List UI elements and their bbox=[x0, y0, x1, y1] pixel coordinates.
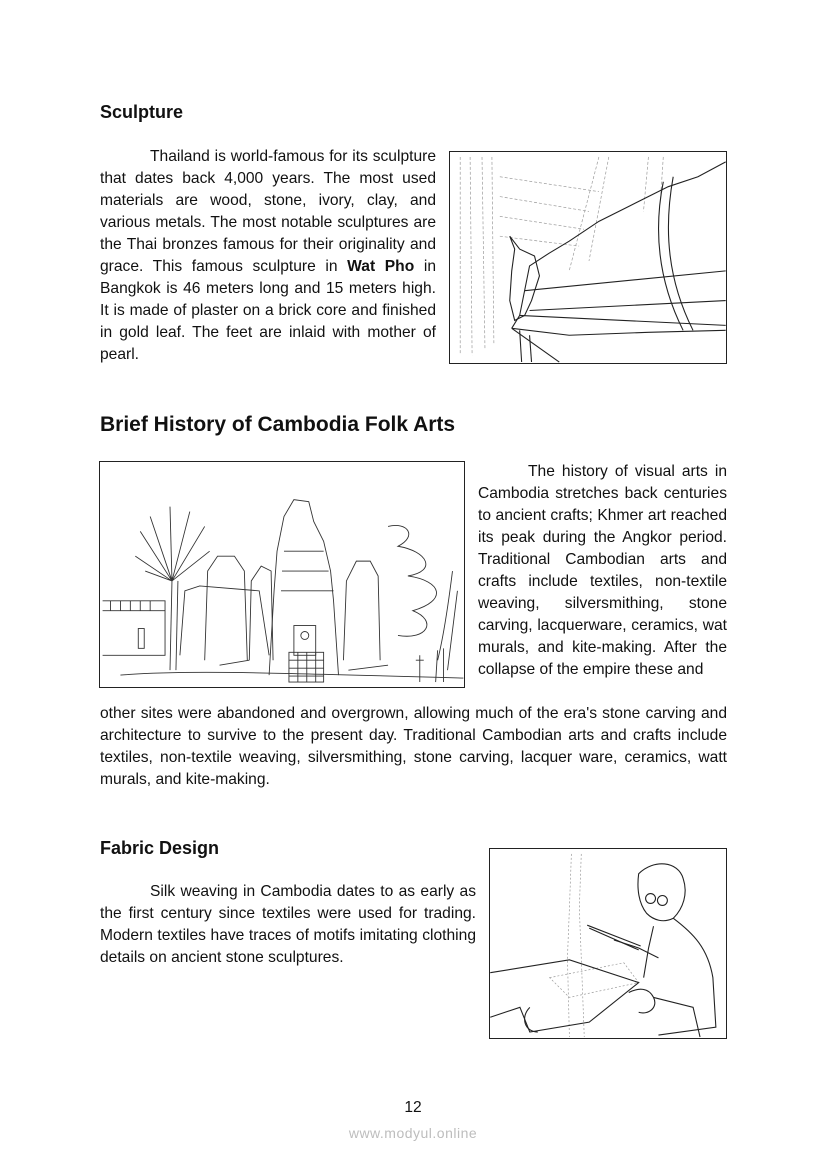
sculpture-text-part1: Thailand is world-famous for its sculpture that dates back 4,000 years. The most used materials are wood, stone, ivory, clay, and various metals. The most notable sculptures are the Thai bronzes famous for their originality and grace. This famous sculpture in bbox=[100, 148, 436, 275]
khmer-temple-figure bbox=[99, 461, 465, 688]
sculpture-heading: Sculpture bbox=[100, 102, 184, 122]
sculpture-text-part2: in Bangkok is 46 meters long and 15 meters high. It is made of plaster on a brick core and finished in gold leaf. The feet are inlaid with mother of pearl. bbox=[100, 258, 436, 363]
page-number: 12 bbox=[404, 1099, 422, 1116]
reclining-buddha-figure bbox=[449, 151, 727, 364]
fabric-heading: Fabric Design bbox=[100, 838, 220, 858]
silk-weaver-figure bbox=[489, 848, 727, 1039]
silk-weaver-drawing bbox=[490, 849, 726, 1038]
sculpture-paragraph bbox=[100, 146, 436, 366]
watermark: www.modyul.online bbox=[348, 1125, 478, 1141]
cambodia-paragraph-wrapped: The history of visual arts in Cambodia stretches back centuries to ancient crafts; Khmer art reached its peak during the Angkor period. Traditional Cambodian arts and crafts include textiles, non-textile weaving, silversmithing, stone carving, lacquerware, ceramics, wat murals, and kite-making. After the collapse of the empire these and bbox=[478, 463, 727, 678]
reclining-buddha-drawing bbox=[450, 152, 726, 363]
fabric-paragraph: Silk weaving in Cambodia dates to as early as the first century since textiles were used for trading. Modern textiles have traces of motifs imitating clothing details on ancient stone sculptures. bbox=[100, 883, 476, 966]
cambodia-paragraph-continued: other sites were abandoned and overgrown, allowing much of the era's stone carving and architecture to survive to the present day. Traditional Cambodian arts and crafts include textiles, non-textile weaving, silversmithing, stone carving, lacquer ware, ceramics, watt murals, and kite-making. bbox=[100, 705, 727, 788]
cambodia-heading: Brief History of Cambodia Folk Arts bbox=[100, 413, 456, 436]
khmer-temple-drawing bbox=[100, 462, 464, 687]
wat-pho-bold: Wat Pho bbox=[347, 258, 415, 275]
